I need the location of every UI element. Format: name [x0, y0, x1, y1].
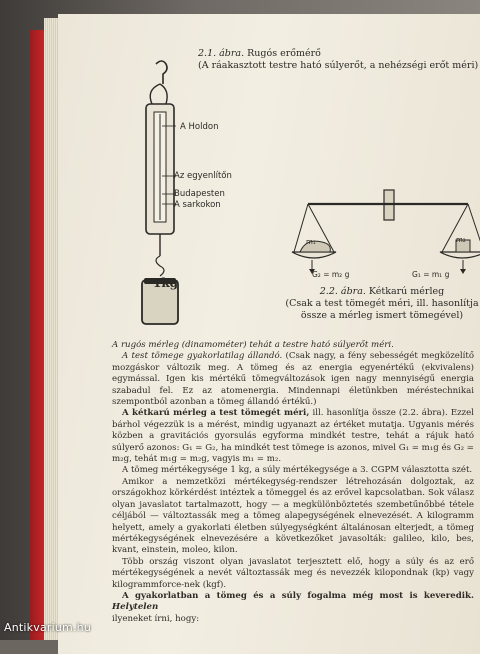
- watermark: Antikvarium.hu: [4, 621, 91, 634]
- label-equator: Az egyenlítőn: [174, 171, 232, 181]
- paragraph-1b-italic: A test tömege gyakorlatilag állandó.: [122, 351, 283, 362]
- label-budapest: Budapesten: [174, 189, 225, 199]
- label-moon: A Holdon: [180, 122, 219, 132]
- paragraph-1a: A rugós mérleg (dinamométer) tehát a testre ható súlyerőt méri.: [112, 340, 394, 350]
- paragraph-6-italic: Helytelen: [112, 602, 159, 613]
- paragraph-1b: (Csak nagy, a fény sebességét megközelítő mozgáskor változik meg. A tömeg és az energia egyenértékű (ekvivalens) egymással. Igen kis mértékű tömegváltozások igen nagy mennyiségű energia szabadul fel. Ez az atomenergia. Mindennapi életünkben méréstechnikai szempontból azonban a tömeg állandó értékű.): [112, 351, 475, 408]
- paragraph-7: ilyeneket írni, hogy:: [112, 613, 200, 624]
- figure1-caption-sub: (A ráakasztott testre ható súlyerőt, a nehézségi erőt méri): [198, 60, 479, 71]
- figure1-caption-title: Rugós erőmérő: [247, 48, 321, 59]
- figure1-caption-label: 2.1. ábra.: [198, 48, 245, 59]
- figure2-caption: [282, 286, 480, 322]
- figure2-caption-label: 2.2. ábra.: [319, 286, 366, 297]
- figure2-caption-sub-1: (Csak a test tömegét méri, ill. hasonlítja: [285, 298, 479, 309]
- paragraph-6-bold: A gyakorlatban a tömeg és a súly fogalma még most is keveredik.: [122, 590, 474, 601]
- paragraph-3: A tömeg mértékegysége 1 kg, a súly mértékegysége a 3. CGPM választotta szét.: [122, 465, 473, 476]
- force-left-label: G₂ = m₂ g: [312, 270, 350, 279]
- paragraph-5: Több ország viszont olyan javaslatot terjesztett elő, hogy a súly és az erő mértékegységének a nevét változtassák meg és nevezzék kilopondnak (kp) vagy kilogrammforce-nek (kgf).: [112, 556, 474, 590]
- figure1-caption: [198, 48, 480, 72]
- figure2-caption-sub-2: össze a mérleg ismert tömegével): [300, 310, 464, 321]
- pan-right-mass: m₂: [456, 236, 466, 244]
- pan-left-mass: m₁: [306, 238, 316, 246]
- force-right-label: G₁ = m₁ g: [412, 270, 450, 279]
- label-poles: A sarkokon: [174, 200, 221, 210]
- paragraph-4: Amikor a nemzetközi mértékegység-rendszer létrehozásán dolgoztak, az országokhoz körkérdést intéztek a tömeggel és az erővel kapcsolatban. Sok válasz olyan javaslatot tartalmazott, hogy — a megkülönböztetés szembetűnőbbé tétele céljából — változtassák meg a tömeg alapegységének elnevezését. A kilogramm helyett, amely a gyakorlati életben súlyegységként általánosan elterjedt, a tömeg mértékegységének elnevezésére a következőket javasolták: galileo, kilo, bes, kvant, einstein, moleo, kilon.: [112, 476, 474, 556]
- balance-figure: [288, 186, 480, 276]
- body-text: [112, 340, 474, 625]
- paragraph-2-bold: A kétkarú mérleg a test tömegét méri,: [122, 408, 310, 419]
- weight-label: 1kg: [153, 276, 179, 290]
- figure2-caption-title: Kétkarú mérleg: [368, 286, 445, 297]
- paragraph-2: ill. hasonlítja össze (2.2. ábra). Ezzel bárhol végezzük is a mérést, mindig ugyanazt az értéket mutatja. Ugyanis mérés közben a gravitációs gyorsulás egyforma mindkét testre, tehát a rájuk ható súlyerő azonos: G₁ = G₂, ha mindkét test tömege is azonos, mivel G₁ = m₁g és G₂ = m₂g, tehát m₁g = m₂g, vagyis m₁ = m₂.: [112, 408, 474, 465]
